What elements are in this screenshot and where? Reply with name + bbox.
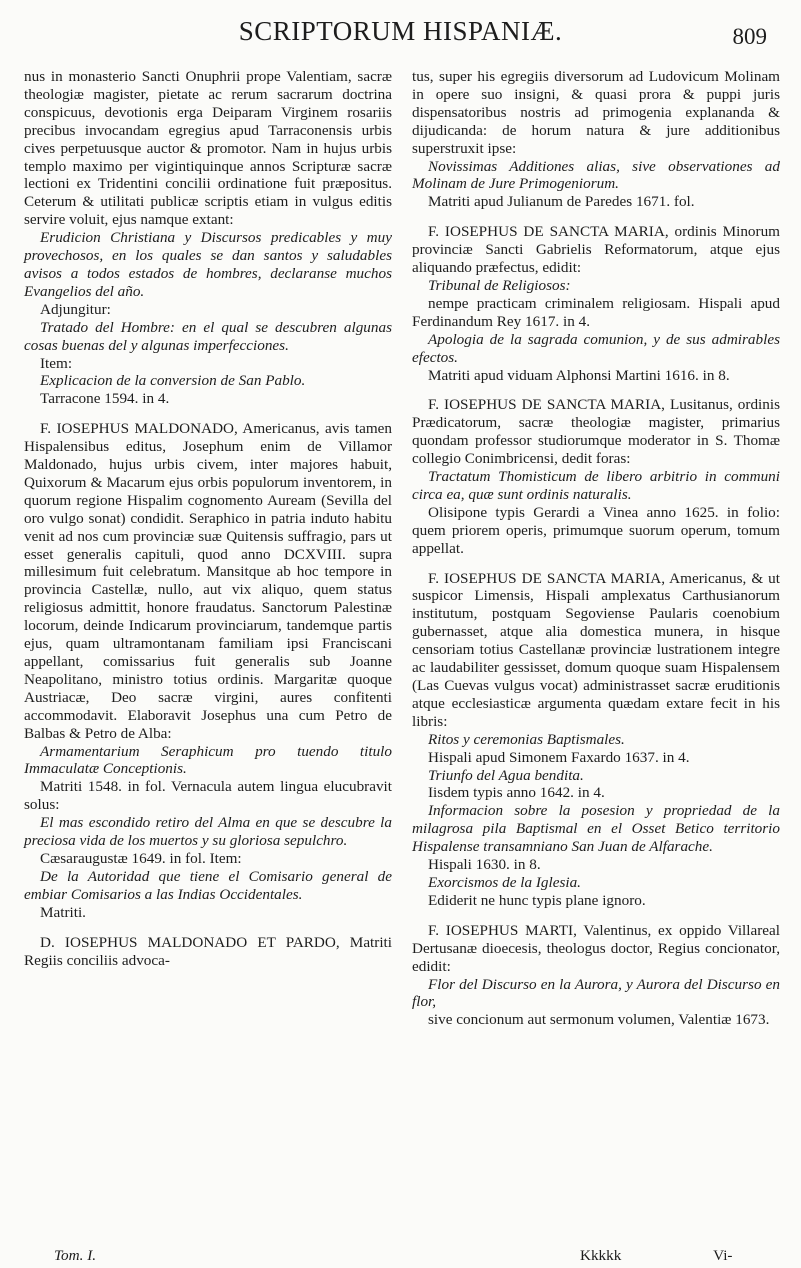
- right-book-title: Tribunal de Religiosos:: [428, 276, 571, 294]
- right-paragraph: Iisdem typis anno 1642. in 4.: [428, 784, 605, 802]
- right-book-title: Exorcismos de la Iglesia.: [428, 873, 581, 891]
- right-paragraph: Hispali apud Simonem Faxardo 1637. in 4.: [428, 748, 690, 766]
- volume-label: Tom. I.: [54, 1247, 97, 1264]
- page-number: 809: [732, 24, 767, 49]
- right-paragraph: Matriti apud Julianum de Paredes 1671. fol.: [428, 193, 695, 211]
- footer-signature-line: [580, 1247, 732, 1265]
- left-book-title: Armamentarium Seraphicum pro tuendo titulo Immaculatæ Conceptionis.: [24, 742, 392, 778]
- right-entry-heading: F. IOSEPHUS DE SANCTA MARIA, Americanus, & ut suspicor Limensis, Hispali amplexatus Carthusianorum institutum, postquam Segoviense Paularis coenobium gubernasset, atque alia domestica munera, in hisque censoriam totius Castellanæ provinciæ lustrationem integre ac laudabiliter gessisset, domum quoque suam Hispalensem (Las Cuevas vulgus vocat) administrasset sacræ eruditionis atque ecclesiasticæ argumenta quædam extare fecit in his libris:: [412, 569, 780, 730]
- right-entry-heading: F. IOSEPHUS DE SANCTA MARIA, Lusitanus, ordinis Prædicatorum, sacræ theologiæ magister, primarius quondam professor studiorumque moderator in S. Thomæ collegio Conimbricensi, dedit foras:: [412, 396, 780, 468]
- left-book-title: El mas escondido retiro del Alma en que se descubre la preciosa vida de los muertos y su gloriosa sepulchro.: [24, 814, 392, 850]
- left-book-title: Tratado del Hombre: en el qual se descubren algunas cosas buenas del y algunas imperfecciones.: [24, 318, 392, 354]
- right-paragraph: nempe practicam criminalem religiosam. Hispali apud Ferdinandum Rey 1617. in 4.: [412, 294, 780, 330]
- right-book-title: Novissimas Additiones alias, sive observationes ad Molinam de Jure Primogeniorum.: [412, 157, 780, 193]
- right-book-title: Apologia de la sagrada comunion, y de sus admirables efectos.: [412, 330, 780, 366]
- left-paragraph: Matriti.: [40, 903, 86, 921]
- left-paragraph: Tarracone 1594. in 4.: [40, 390, 170, 408]
- left-book-title: De la Autoridad que tiene el Comisario general de embiar Comisarios a las Indias Occidentales.: [24, 867, 392, 903]
- right-entry-heading: F. IOSEPHUS DE SANCTA MARIA, ordinis Minorum provinciæ Sancti Gabrielis Reformatorum, atque ejus aliquando præfectus, edidit:: [412, 223, 780, 277]
- right-paragraph: Olisipone typis Gerardi a Vinea anno 1625. in folio: quem priorem operis, primumque suorum operum, tomum appellat.: [412, 503, 780, 557]
- left-paragraph: nus in monasterio Sancti Onuphrii prope Valentiam, sacræ theologiæ magister, pietate ac rerum sacrarum doctrina conspicuus, devotionis erga Deiparam Virginem rosariis precibus invocandam egregius apud Tarraconensis urbis cives perpetuusque auctor & promotor. Nam in hujus urbis templo maximo per vigintiquinque annos Scripturæ sacræ lectioni ex Tridentini concilii ordinatione fuit præpositus. Ceterum & utilitati publicæ scriptis etiam in vulgus editis servire voluit, ejus namque extant:: [24, 68, 392, 229]
- signature-mark: Kkkkk: [580, 1247, 622, 1264]
- right-paragraph: tus, super his egregiis diversorum ad Ludovicum Molinam in opere suo insigni, & quasi prora & puppi juris dispensatoribus nostris ad primogenia explananda & dijudicanda: de horum natura & jure additionibus superstruxit ipse:: [412, 68, 780, 157]
- left-paragraph: Cæsaraugustæ 1649. in fol. Item:: [40, 849, 242, 867]
- right-entry-heading: F. IOSEPHUS MARTI, Valentinus, ex oppido Villareal Dertusanæ dioecesis, theologus doctor, Regius concionator, edidit:: [412, 921, 780, 975]
- left-paragraph: Matriti 1548. in fol. Vernacula autem lingua elucubravit solus:: [24, 778, 392, 814]
- left-book-title: Explicacion de la conversion de San Pablo.: [40, 372, 306, 390]
- left-entry-heading: D. IOSEPHUS MALDONADO ET PARDO, Matriti Regiis conciliis advoca-: [24, 933, 392, 969]
- right-paragraph: Ediderit ne hunc typis plane ignoro.: [428, 891, 646, 909]
- left-paragraph: Adjungitur:: [40, 300, 111, 318]
- running-title: SCRIPTORUM HISPANIÆ.: [238, 16, 563, 46]
- left-book-title: Erudicion Christiana y Discursos predicables y muy provechosos, en los quales se dan santos y saludables avisos a todos estados de hombres, declaranse muchos Evangelios del año.: [24, 229, 392, 300]
- left-column: [24, 68, 392, 969]
- catchword: Vi-: [713, 1247, 733, 1264]
- page-header: [0, 16, 801, 62]
- left-entry-heading: F. IOSEPHUS MALDONADO, Americanus, avis tamen Hispalensibus editus, Josephum enim de Villamor Maldonado, hujus urbis civem, inter majores habuit, Quixorum & Macarum ejus orbis populorum inventorem, in quorum regione Hispalim cognomento Auream (Sevilla del oro vulgo sonat) condidit. Seraphico in patria induto habitu venit ad nos cum provinciæ suæ Quitensis suffragio, pars ut esset generalis capituli, quod anno DCXVIII. supra millesimum fuit celebratum. Mansitque ab hoc tempore in provincia Castellæ, nullo, aut vix aliquo, quem status religiosus admittit, honore fraudatus. Sanctorum Palestinæ locorum, deinde Indicarum provinciarum, tandemque partis ejus, quam ultramontanam familiam ipsi Franciscani appellant, comissarius fuit generalis sub Joanne Neapolitano, ministro totius ordinis. Margaritæ quoque Austriacæ, Deo sacræ virgini, aures confitenti accommodavit. Elaboravit Josephus una cum Petro de Balbas & Petro de Alba:: [24, 420, 392, 742]
- right-column: [412, 68, 780, 1029]
- right-paragraph: Hispali 1630. in 8.: [428, 856, 541, 874]
- right-book-title: Triunfo del Agua bendita.: [428, 766, 584, 784]
- right-paragraph: Matriti apud viduam Alphonsi Martini 1616. in 8.: [428, 366, 730, 384]
- left-paragraph: Item:: [40, 354, 73, 372]
- right-book-title: Tractatum Thomisticum de libero arbitrio in communi circa ea, quæ sunt ordinis naturalis.: [412, 468, 780, 503]
- right-book-title: Informacion sobre la posesion y propriedad de la milagrosa pila Baptismal en el Osset Betico territorio Hispalense transamniano San Juan de Alfarache.: [412, 802, 780, 856]
- right-book-title: Flor del Discurso en la Aurora, y Aurora del Discurso en flor,: [412, 975, 780, 1011]
- right-book-title: Ritos y ceremonias Baptismales.: [428, 730, 625, 748]
- right-paragraph: sive concionum aut sermonum volumen, Valentiæ 1673.: [428, 1011, 770, 1029]
